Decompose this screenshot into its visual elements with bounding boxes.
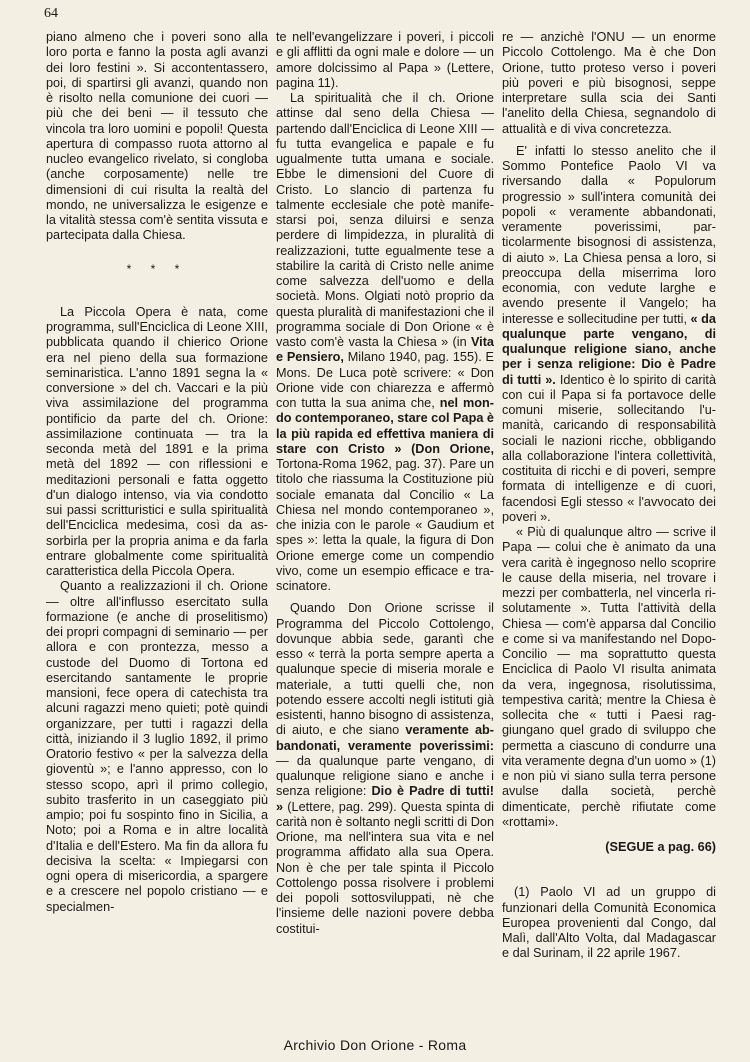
paragraph: Quanto a realizzazioni il ch. Orione — oltre all'influsso esercitato sulla formazione (e anche di proselitismo) dei propri compagni di seminario — per allora e con prontezza, messo a custode del Duomo di Tortona ed esercitando santamente le proprie mansioni, fece opera di catechista tra alcuni ragazzi meno quieti; potè quindi organizzare, per tutti i ragazzi della città, iniziando il 3 luglio 1892, il primo Oratorio festivo « per la salvezza della gioventù »; e l'anno appresso, con lo stesso scopo, aprì il primo collegio, subito trasferito in un caseggiato più ampio; poi fu sospinto fino in Sicilia, a Noto; poi a Roma e in altre località d'Italia e dell'Estero. Ma fin da allora fu decisiva la scelta: « Impiegarsi con ogni opera di misericordia, a spargere e a crescere nel popolo cristiano — e specialmen-	[46, 579, 268, 914]
paragraph: te nell'evangelizzare i poveri, i piccoli e gli afflitti da ogni male e dolore — un amore dolcissimo al Papa » (Lettere, pagina 11).	[276, 30, 494, 90]
bold-citation: Vita e Pensiero,	[276, 335, 494, 365]
paragraph-text: (Lettere, pag. 299). Questa spinta di carità non è soltanto negli scritti di Don Orione, ma nell'intera sua vita e nel programma affidato alla sua Opera. Non è che per tale spinta il Piccolo Cottolengo possa risolvere i problemi dei popoli sottosviluppati, nè che l'insieme delle nazioni povere debba costitui-	[276, 799, 494, 936]
bold-quote: veramente abbandonati, veramente poverissimi:	[276, 723, 494, 753]
page-number: 64	[44, 6, 58, 21]
archive-caption: Archivio Don Orione - Roma	[283, 1037, 467, 1053]
text-column-left	[46, 30, 268, 915]
paragraph: « Più di qualunque altro — scrive il Papa — colui che è animato da una vera carità è ingegnoso nello scoprire le cause della miseria, nel trovare i mezzi per combatterla, nel vincerla risolutamente ». Tutta l'attività della Chiesa — com'è apparsa dal Concilio e come si va manifestando nel Dopo-Concilio — ma soprattutto questa Enciclica di Paolo VI risulta animata da vera, ingegnosa, risolutissima, tempestiva carità; mentre la Chiesa è sollecita che « tutti i Paesi raggiungano quel grado di sviluppo che permetta a ciascuno di condurre una vita veramente degna d'un uomo » (1) e non più vi siano sulla terra persone avulse dalla società, perchè dimenticate, perchè rifiutate come «rottami».	[502, 525, 717, 829]
paragraph-text: Quando Don Orione scrisse il Programma del Piccolo Cottolengo, dovunque abbia sede, garantì che esso « terrà la porta sempre aperta a qualunque specie di miseria morale e materiale, a tutti quelli che, non potendo essere accolti negli istituti già esistenti, hanno bisogno di assistenza, di aiuto, e che siano	[276, 601, 494, 738]
paragraph-text: E' infatti lo stesso anelito che il Sommo Pontefice Paolo VI va riversando dalla « Populorum progressio » sull'intera comunità dei popoli « veramente abbandonati, veramente poverissimi, particolarmente bisognosi di assistenza, di aiuto ». La Chiesa pensa a loro, si preoccupa della miserrima loro economia, con vedute larghe e avendo presente il Vangelo; ha interesse e sollecitudine per tutti,	[502, 143, 716, 326]
paragraph: re — anzichè l'ONU — un enorme Piccolo Cottolengo. Ma è che Don Orione, tutto proteso verso i poveri più poveri e più bisognosi, seppe interpretare sulla scia dei Santi l'anelito della Chiesa, segnandolo di attualità e di viva concretezza.	[502, 30, 716, 136]
footnote-spacer	[502, 855, 716, 885]
paragraph-gap	[502, 137, 716, 144]
section-separator: * * *	[126, 261, 188, 276]
bold-quote: « da qualunque parte vengano, di qualunque religione siano, anche per i senza religione: Dio è Padre di tutti ».	[502, 311, 716, 387]
text-column-middle	[276, 30, 494, 937]
bold-quote: Dio è Padre di tutti! »	[276, 784, 494, 814]
paragraph: piano almeno che i poveri sono alla loro porta e fanno la posta agli avanzi dei loro festini ». Si accontentassero, poi, di spartirsi gli avanzi, quando non è risolto nella comunione dei cuori — più che dei beni — il tessuto che vincola tra loro uomini e popoli! Questa apertura di compasso ruota attorno al nucleo evangelico rivelato, si congloba (anche corposamente) nelle tre dimensioni di cui risulta la realtà del mondo, ne universalizza le esigenze e la vitalità stessa com'è sentita vissuta e partecipata dalla Chiesa.	[46, 30, 268, 243]
paragraph-text: La spiritualità che il ch. Orione attinse dal seno della Chiesa — partendo dall'Enciclica di Leone XIII — fu tutta evangelica e papale e fu ugualmente tutta umana e sociale. Ebbe le dimensioni del Cuore di Cristo. Lo slancio di partenza fu talmente ecclesiale che potè manifestarsi poi, senza diluirsi e senza perdere di limpidezza, in pluralità di realizzazioni, tutte egualmente tese a stabilire la carità di Cristo nelle anime come salvezza dell'uomo e della società. Mons. Olgiati notò proprio da questa pluralità di manifestazioni che il programma sociale di Don Orione « è vasto com'è vasta la Chiesa » (in	[276, 91, 494, 349]
paragraph: La Piccola Opera è nata, come programma, sull'Enciclica di Leone XIII, pubblicata quando il chierico Orione era nel pieno della sua formazione seminaristica. L'anno 1891 segna la « conversione » del ch. Vaccari e la più viva assimilazione del programma pontificio da parte del ch. Orione: assimilazione continuata — tra la seconda metà del 1891 e la prima metà del 1892 — con riflessioni e meditazioni personali e fatta oggetto d'un dialogo intenso, via via condotto sui passi scritturistici e sulla spiritualità dell'Enciclica medesima, così da assorbirla per la propria anima e da farla entrare globalmente come spiritualità caratteristica della Piccola Opera.	[46, 304, 268, 578]
continued-note: (SEGUE a pag. 66)	[605, 840, 716, 854]
text-column-right	[502, 30, 716, 962]
footnote-text: (1) Paolo VI ad un gruppo di funzionari della Comunità Economica Europea provenienti dal Congo, dal Malì, dall'Alto Volta, dal Madagascar e dal Surinam, il 22 aprile 1967.	[502, 885, 716, 961]
paragraph	[276, 91, 494, 594]
paragraph-gap	[276, 594, 494, 601]
paragraph-text: Tortona-Roma 1962, pag. 37). Pare un titolo che riassuma la Costituzione più sociale emanata dal Concilio « La Chiesa nel mondo contemporaneo », che inizia con le parole « Gaudium et spes »: letta la quale, la figura di Don Orione emerge come un compendio vivo, come un esempio efficace e trascinatore.	[276, 457, 494, 593]
paragraph	[276, 601, 494, 937]
paragraph-text: Identico è lo spirito di carità con cui il Papa si fa portavoce delle comuni miserie, sollecitando l'umanità, caricando di responsabilità sociali le nazioni ricche, obbligando alla collaborazione l'intera collettività, costituita di ricchi e di poveri, sempre formata di intelligenze e di cuori, facendosi Egli stesso « l'avvocato dei poveri ».	[502, 372, 716, 524]
footnote	[502, 885, 716, 961]
paragraph	[502, 144, 716, 525]
paragraph-text: Milano 1940, pag. 155). E Mons. De Luca potè scrivere: « Don Orione vide con chiarezza e affermò con tutta la sua anima che,	[276, 350, 495, 410]
bold-quote: nel mondo contemporaneo, stare col Papa è la più rapida ed effettiva maniera di stare con Cristo » (Don Orione,	[276, 396, 494, 456]
paragraph-text: — da qualunque parte vengano, di qualunque religione siano e anche i senza religione:	[276, 753, 494, 799]
